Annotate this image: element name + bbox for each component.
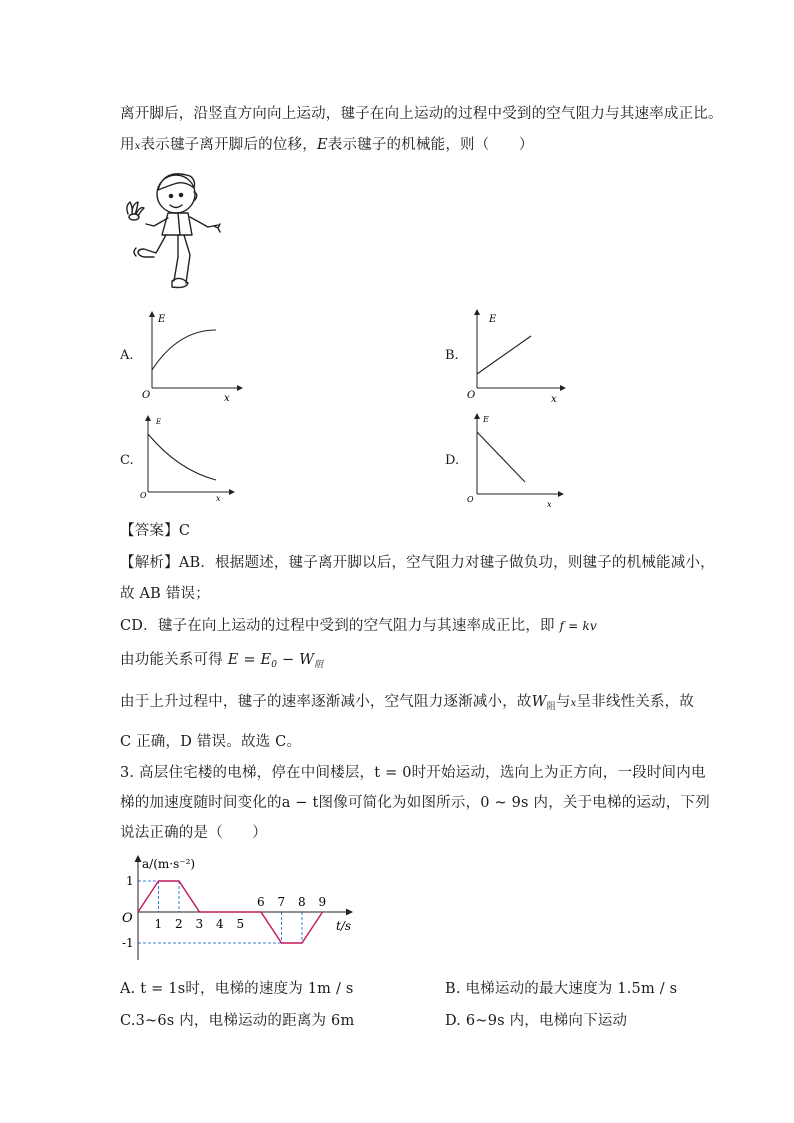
x-tick-label: 5 [236,917,245,931]
q3-option-b: B. 电梯运动的最大速度为 1.5m / s [445,981,678,997]
y-axis-label: E [158,314,166,325]
var-W: W [531,694,547,710]
x-tick-label: 6 [257,895,265,909]
y-axis-label: a/(m·s⁻²) [142,857,196,871]
var-x: x [570,698,577,709]
x-axis-label: x [551,394,557,404]
x-axis-label: x [224,393,230,404]
q2-var-E: E [316,137,328,153]
formula-energy [228,652,324,668]
q3-stem-line1: 3. 高层住宅楼的电梯，停在中间楼层，t = 0时开始运动，选向上为正方向，一段时间内电 [120,765,706,781]
formula-f-kv: f = kv [559,619,597,633]
q2-option-d-graph [465,410,575,510]
analysis-text: 由于上升过程中，毽子的速率逐渐减小，空气阻力逐渐减小，故 [120,694,532,710]
x-tick-label: 3 [195,917,204,931]
origin-label: O [142,390,151,401]
energy-line [477,432,525,482]
y-axis-label: E [483,415,489,424]
x-tick-label: 4 [216,917,224,931]
q3-option-c: C.3~6s 内，电梯运动的距离为 6m [120,1013,355,1029]
q2-analysis-line5 [120,690,694,712]
q2-analysis-line6: C 正确，D 错误。故选 C。 [120,734,302,750]
energy-curve [152,330,216,370]
analysis-text: CD．毽子在向上运动的过程中受到的空气阻力与其速率成正比，即 [120,618,555,634]
x-tick-label: 9 [318,895,327,909]
q2-option-d-label: D. [445,453,460,468]
energy-curve [148,434,216,480]
q2-stem-line2-c: 表示毽子的机械能，则（ ） [327,137,534,153]
analysis-text: 由功能关系可得 [120,652,223,668]
analysis-text: 与 [555,694,571,710]
formula-sub: 0 [271,660,278,670]
x-tick-label: 8 [298,895,306,909]
formula-sub: 阻 [314,660,324,670]
analysis-text: AB．根据题述，毽子离开脚以后，空气阻力对毽子做负功，则毽子的机械能减小， [178,555,715,571]
x-axis-label: t/s [336,919,352,933]
q3-option-a: A. t = 1s时，电梯的速度为 1m / s [120,981,354,997]
x-axis-label: x [547,500,552,509]
q2-option-b-graph [465,306,575,404]
q3-stem-line3: 说法正确的是（ ） [120,825,267,841]
q3-option-d: D. 6~9s 内，电梯向下运动 [445,1013,628,1029]
x-tick-label: 1 [154,917,163,931]
origin-label: O [467,495,474,504]
origin-label: O [467,390,476,401]
origin-label: O [140,491,147,500]
y-axis-label: E [489,314,497,325]
formula-part: − W [277,652,315,668]
answer-tag: 【答案】 [120,523,179,539]
q2-stem-line2-b: 表示毽子离开脚后的位移， [140,137,317,153]
q2-var-x: x [134,141,141,152]
y-tick-label: -1 [122,936,134,950]
y-axis-label: E [156,418,162,426]
q2-option-b-label: B. [445,348,459,363]
q2-answer [120,519,190,540]
q2-option-c-label: C. [120,453,134,468]
acceleration-time-chart [112,850,362,962]
q2-analysis-line1 [120,551,715,572]
y-tick-label: 1 [126,874,134,888]
answer-value: C [178,523,191,539]
q2-analysis-line2: 故 AB 错误； [120,586,210,602]
analysis-tag: 【解析】 [120,555,179,571]
q2-stem-line2-a: 用 [120,137,135,153]
q2-option-a-graph [138,308,248,404]
origin-label: O [122,911,133,926]
var-W-sub: 阻 [546,702,556,712]
q3-stem-line2: 梯的加速度随时间变化的a − t图像可简化为如图所示，0 ~ 9s 内，关于电梯的运动，下列 [120,795,710,811]
formula-part: E = E [227,652,272,668]
q2-analysis-line3 [120,614,597,635]
q2-option-a-label: A. [120,348,134,363]
energy-line [477,336,531,374]
q2-stem-line2 [120,133,534,154]
q2-stem-line1: 离开脚后，沿竖直方向向上运动，毽子在向上运动的过程中受到的空气阻力与其速率成正比。 [120,106,723,122]
kicking-child-illustration [118,164,238,296]
q2-analysis-line4 [120,648,323,670]
analysis-text: 呈非线性关系，故 [576,694,695,710]
x-axis-label: x [216,494,221,503]
x-tick-label: 2 [175,917,183,931]
q2-option-c-graph [138,412,238,504]
x-tick-label: 7 [277,895,286,909]
